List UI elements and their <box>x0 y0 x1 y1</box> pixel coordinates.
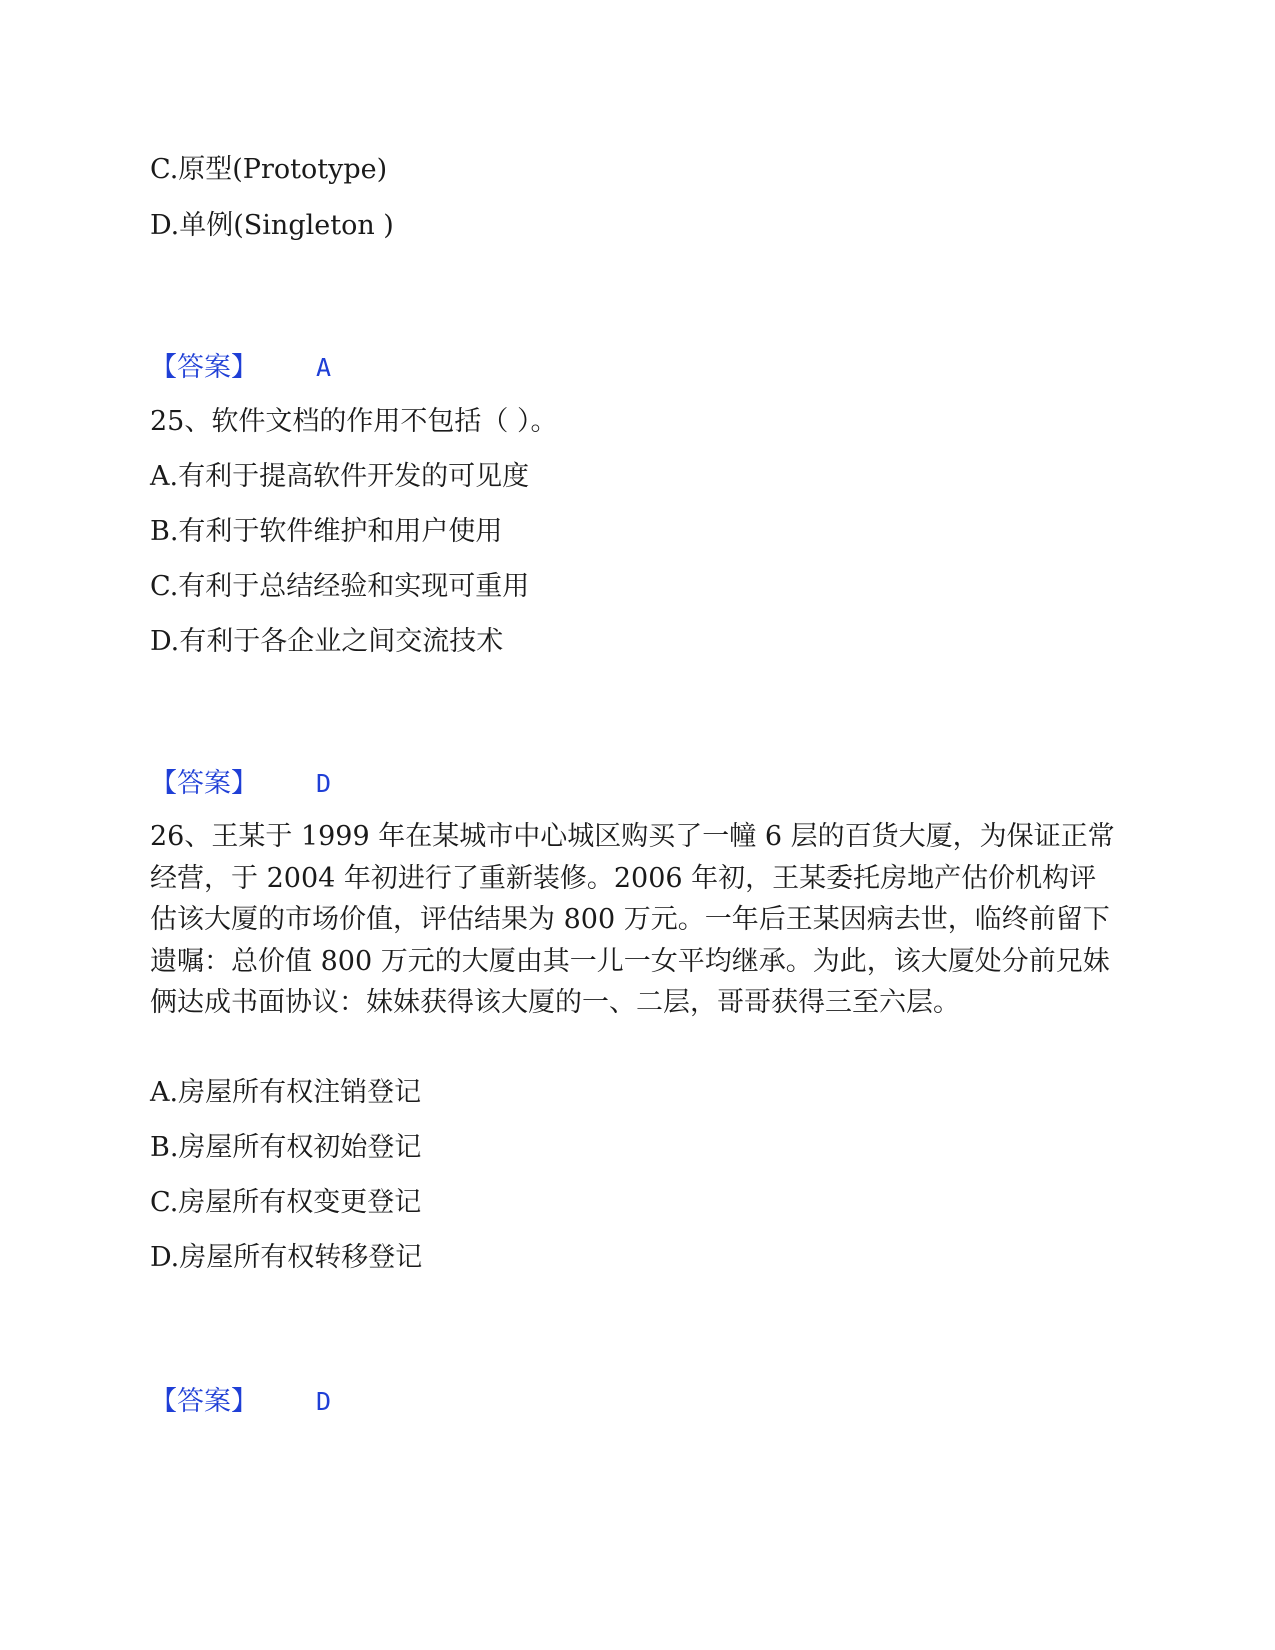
answer-label: 【答案】 <box>150 768 258 799</box>
q25-option-a: A.有利于提高软件开发的可见度 <box>150 461 530 492</box>
q26-option-b: B.房屋所有权初始登记 <box>150 1132 422 1163</box>
answer-25 <box>150 766 331 802</box>
answer-24 <box>150 350 331 386</box>
q25-option-c: C.有利于总结经验和实现可重用 <box>150 571 530 602</box>
answer-label: 【答案】 <box>150 352 258 383</box>
q25-option-b: B.有利于软件维护和用户使用 <box>150 516 503 547</box>
q26-stem: 26、王某于 1999 年在某城市中心城区购买了一幢 6 层的百货大厦，为保证正常经营，于 2004 年初进行了重新装修。2006 年初，王某委托房地产估价机构评估该大厦的市场价值，评估结果为 800 万元。一年后王某因病去世，临终前留下遗嘱：总价值 800 万元的大厦由其一儿一女平均继承。为此，该大厦处分前兄妹俩达成书面协议：妹妹获得该大厦的一、二层，哥哥获得三至六层。 <box>150 821 1115 1018</box>
answer-value: A <box>316 353 332 382</box>
q24-option-d: D.单例(Singleton ) <box>150 210 394 241</box>
q25-option-d: D.有利于各企业之间交流技术 <box>150 626 504 657</box>
q26-option-a: A.房屋所有权注销登记 <box>150 1077 422 1108</box>
q26-option-c: C.房屋所有权变更登记 <box>150 1187 422 1218</box>
q24-option-c: C.原型(Prototype) <box>150 154 388 185</box>
answer-26 <box>150 1384 331 1420</box>
answer-value: D <box>316 1387 332 1416</box>
answer-label: 【答案】 <box>150 1386 258 1417</box>
q25-stem: 25、软件文档的作用不包括（ ）。 <box>150 406 558 437</box>
answer-value: D <box>316 769 332 798</box>
q26-option-d: D.房屋所有权转移登记 <box>150 1242 423 1273</box>
